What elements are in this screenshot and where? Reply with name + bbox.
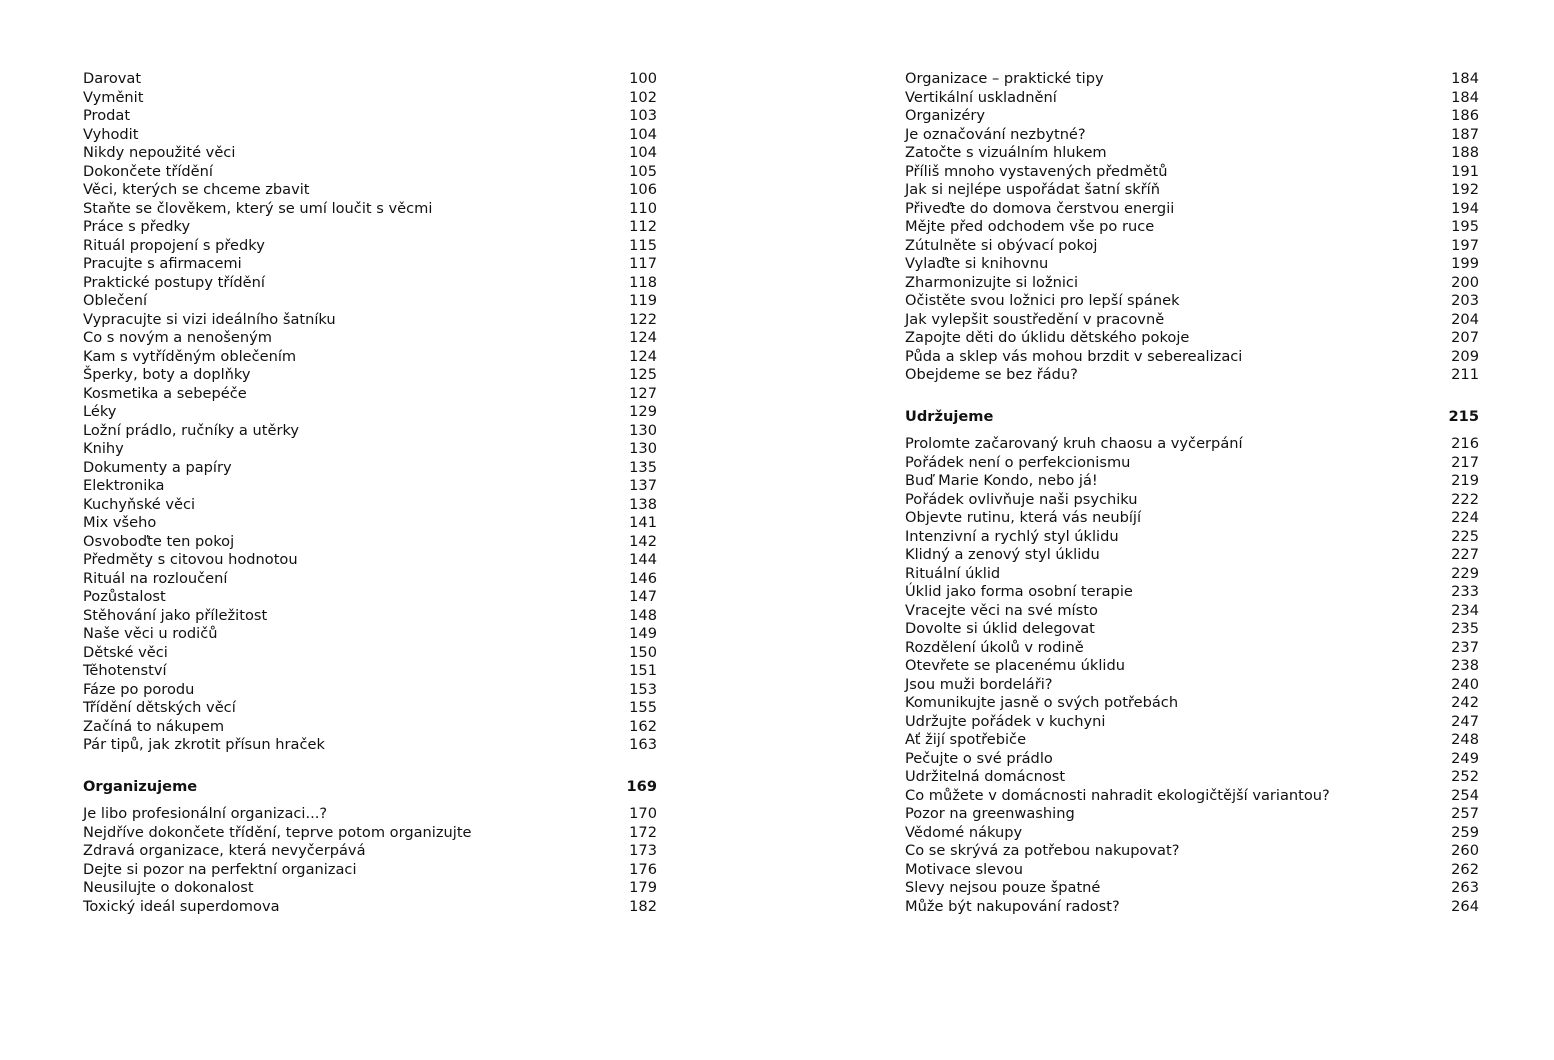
- page-number: 184: [1451, 88, 1479, 106]
- page-number: 209: [1451, 347, 1479, 365]
- toc-entry: [905, 348, 1479, 367]
- entry-title: Rituální úklid: [905, 564, 1001, 582]
- toc-entry: [83, 218, 657, 237]
- page-number: 179: [629, 879, 657, 896]
- page-number: 122: [629, 310, 657, 328]
- entry-title: Úklid jako forma osobní terapie: [905, 583, 1133, 600]
- entry-title: Elektronika: [83, 477, 165, 494]
- entry-title: Pozor na greenwashing: [905, 805, 1075, 822]
- toc-entry: [83, 879, 657, 898]
- entry-title: Co se skrývá za potřebou nakupovat?: [905, 842, 1180, 859]
- entry-title: Motivace slevou: [905, 860, 1023, 878]
- toc-entry: [83, 824, 657, 843]
- toc-entry: [905, 861, 1479, 880]
- toc-entry: [905, 126, 1479, 145]
- page-number: 135: [629, 458, 657, 476]
- toc-entry: [83, 126, 657, 145]
- toc-entry: [905, 713, 1479, 732]
- toc-entry: [83, 440, 657, 459]
- entry-title: Vyhodit: [83, 125, 139, 143]
- toc-entry: [905, 676, 1479, 695]
- entry-title: Dokumenty a papíry: [83, 458, 232, 476]
- page-number: 142: [629, 532, 657, 550]
- toc-entry: [83, 255, 657, 274]
- page-number: 124: [629, 329, 657, 346]
- toc-section-heading: [905, 408, 1479, 427]
- entry-title: Organizéry: [905, 107, 986, 124]
- toc-entry: [83, 570, 657, 589]
- toc-entry: [83, 588, 657, 607]
- toc-entry: [905, 472, 1479, 491]
- toc-entry: [83, 607, 657, 626]
- page-number: 262: [1451, 860, 1479, 878]
- page-number: 204: [1451, 310, 1479, 328]
- page-number: 207: [1451, 329, 1479, 346]
- entry-title: Praktické postupy třídění: [83, 273, 265, 291]
- toc-entry: [905, 842, 1479, 861]
- page-number: 224: [1451, 509, 1479, 526]
- page-number: 146: [629, 569, 657, 587]
- page-number: 115: [629, 236, 657, 254]
- toc-entry: [905, 805, 1479, 824]
- page-number: 162: [629, 717, 657, 735]
- entry-title: Šperky, boty a doplňky: [83, 366, 251, 383]
- toc-entry: [905, 528, 1479, 547]
- entry-title: Udržujte pořádek v kuchyni: [905, 712, 1106, 730]
- page-number: 259: [1451, 823, 1479, 841]
- entry-title: Věci, kterých se chceme zbavit: [83, 181, 310, 198]
- page-number: 144: [629, 551, 657, 568]
- entry-title: Naše věci u rodičů: [83, 625, 218, 642]
- page-number: 237: [1451, 638, 1479, 656]
- entry-title: Klidný a zenový styl úklidu: [905, 546, 1100, 563]
- page-number: 173: [629, 842, 657, 859]
- entry-title: Pečujte o své prádlo: [905, 749, 1053, 767]
- toc-entry: [83, 181, 657, 200]
- page-number: 104: [629, 144, 657, 161]
- entry-title: Organizace – praktické tipy: [905, 70, 1104, 87]
- entry-title: Těhotenství: [83, 662, 167, 679]
- page-number: 138: [629, 495, 657, 513]
- entry-title: Udržitelná domácnost: [905, 768, 1066, 785]
- toc-entry: [83, 681, 657, 700]
- toc-entry: [83, 144, 657, 163]
- page-number: 263: [1451, 879, 1479, 896]
- page-number: 125: [629, 366, 657, 383]
- page-number: 117: [629, 255, 657, 272]
- page-number: 247: [1451, 712, 1479, 730]
- entry-title: Komunikujte jasně o svých potřebách: [905, 694, 1179, 711]
- entry-title: Příliš mnoho vystavených předmětů: [905, 162, 1168, 180]
- page-number: 129: [629, 403, 657, 420]
- page-number: 197: [1451, 236, 1479, 254]
- entry-title: Darovat: [83, 70, 142, 87]
- toc-entry: [905, 824, 1479, 843]
- entry-title: Vědomé nákupy: [905, 823, 1023, 841]
- toc-entry: [905, 768, 1479, 787]
- toc-entry: [83, 422, 657, 441]
- page-number: 151: [629, 662, 657, 679]
- toc-entry: [83, 842, 657, 861]
- entry-title: Je označování nezbytné?: [905, 125, 1086, 143]
- toc-entry: [83, 311, 657, 330]
- toc-entry: [83, 163, 657, 182]
- page-number: 257: [1451, 805, 1479, 822]
- entry-title: Jsou muži bordeláři?: [905, 675, 1053, 693]
- toc-entry: [905, 879, 1479, 898]
- entry-title: Prolomte začarovaný kruh chaosu a vyčerpání: [905, 435, 1243, 452]
- page-number: 170: [629, 805, 657, 822]
- entry-title: Kosmetika a sebepéče: [83, 384, 247, 402]
- entry-title: Jak vylepšit soustředění v pracovně: [905, 310, 1165, 328]
- entry-title: Zútulněte si obývací pokoj: [905, 236, 1098, 254]
- toc-entry: [83, 551, 657, 570]
- toc-entry: [83, 348, 657, 367]
- entry-title: Pár tipů, jak zkrotit přísun hraček: [83, 736, 325, 753]
- page-number: 248: [1451, 731, 1479, 748]
- entry-title: Co s novým a nenošeným: [83, 329, 272, 346]
- toc-entry: [905, 255, 1479, 274]
- page-number: 110: [629, 199, 657, 217]
- page-number: 235: [1451, 620, 1479, 637]
- page-number: 100: [629, 70, 657, 87]
- toc-entry: [83, 805, 657, 824]
- page-number: 119: [629, 292, 657, 309]
- toc-entry: [905, 181, 1479, 200]
- toc-entry: [83, 237, 657, 256]
- page-number: 105: [629, 162, 657, 180]
- page-number: 153: [629, 680, 657, 698]
- page-number: 182: [629, 897, 657, 915]
- page-number: 130: [629, 421, 657, 439]
- page-number: 163: [629, 736, 657, 753]
- toc-entry: [905, 163, 1479, 182]
- entry-title: Je libo profesionální organizaci...?: [83, 805, 328, 822]
- page-number: 176: [629, 860, 657, 878]
- toc-entry: [905, 694, 1479, 713]
- toc-entry: [905, 898, 1479, 917]
- page-number: 155: [629, 699, 657, 716]
- page-number: 130: [629, 440, 657, 457]
- entry-title: Rozdělení úkolů v rodině: [905, 638, 1084, 656]
- toc-entry: [83, 898, 657, 917]
- toc-entry: [905, 89, 1479, 108]
- toc-entry: [905, 200, 1479, 219]
- toc-entry: [83, 736, 657, 755]
- page-number: 199: [1451, 255, 1479, 272]
- entry-title: Knihy: [83, 440, 124, 457]
- entry-title: Stěhování jako příležitost: [83, 606, 268, 624]
- entry-title: Toxický ideál superdomova: [83, 897, 280, 915]
- entry-title: Zdravá organizace, která nevyčerpává: [83, 842, 366, 859]
- entry-title: Kam s vytříděným oblečením: [83, 347, 297, 365]
- entry-title: Obejdeme se bez řádu?: [905, 366, 1078, 383]
- entry-title: Oblečení: [83, 292, 148, 309]
- page-number: 194: [1451, 199, 1479, 217]
- entry-title: Práce s předky: [83, 218, 191, 235]
- entry-title: Staňte se člověkem, který se umí loučit s věcmi: [83, 199, 433, 217]
- toc-entry: [83, 274, 657, 293]
- toc-entry: [83, 514, 657, 533]
- toc-entry: [83, 477, 657, 496]
- entry-title: Ložní prádlo, ručníky a utěrky: [83, 421, 300, 439]
- page-number: 188: [1451, 144, 1479, 161]
- toc-entry: [905, 602, 1479, 621]
- entry-title: Neusilujte o dokonalost: [83, 879, 254, 896]
- entry-title: Zharmonizujte si ložnici: [905, 273, 1079, 291]
- entry-title: Buď Marie Kondo, nebo já!: [905, 472, 1098, 489]
- toc-entry: [83, 644, 657, 663]
- toc-entry: [83, 329, 657, 348]
- entry-title: Dovolte si úklid delegovat: [905, 620, 1095, 637]
- entry-title: Osvoboďte ten pokoj: [83, 532, 235, 550]
- entry-title: Zatočte s vizuálním hlukem: [905, 144, 1107, 161]
- toc-entry: [83, 496, 657, 515]
- toc-entry: [83, 89, 657, 108]
- entry-title: Vylaďte si knihovnu: [905, 255, 1049, 272]
- page-number: 215: [1448, 407, 1479, 425]
- entry-title: Otevřete se placenému úklidu: [905, 657, 1125, 674]
- entry-title: Zapojte děti do úklidu dětského pokoje: [905, 329, 1190, 346]
- entry-title: Pořádek ovlivňuje naši psychiku: [905, 490, 1138, 508]
- page-number: 240: [1451, 675, 1479, 693]
- entry-title: Jak si nejlépe uspořádat šatní skříň: [905, 181, 1160, 198]
- entry-title: Dejte si pozor na perfektní organizaci: [83, 860, 357, 878]
- page-number: 104: [629, 125, 657, 143]
- toc-section-heading: [83, 778, 657, 797]
- toc-entry: [905, 311, 1479, 330]
- entry-title: Fáze po porodu: [83, 680, 195, 698]
- page-number: 211: [1451, 366, 1479, 383]
- entry-title: Mix všeho: [83, 514, 157, 531]
- toc-entry: [905, 454, 1479, 473]
- entry-title: Intenzivní a rychlý styl úklidu: [905, 527, 1119, 545]
- page-number: 148: [629, 606, 657, 624]
- toc-entry: [905, 491, 1479, 510]
- entry-title: Vypracujte si vizi ideálního šatníku: [83, 310, 336, 328]
- toc-entry: [905, 107, 1479, 126]
- entry-title: Očistěte svou ložnici pro lepší spánek: [905, 292, 1180, 309]
- toc-entry: [905, 274, 1479, 293]
- page-number: 242: [1451, 694, 1479, 711]
- page-number: 141: [629, 514, 657, 531]
- page-number: 249: [1451, 749, 1479, 767]
- toc-entry: [905, 435, 1479, 454]
- page-number: 222: [1451, 490, 1479, 508]
- page-number: 150: [629, 643, 657, 661]
- entry-title: Kuchyňské věci: [83, 495, 196, 513]
- toc-entry: [905, 620, 1479, 639]
- entry-title: Prodat: [83, 107, 131, 124]
- page-number: 103: [629, 107, 657, 124]
- page-number: 264: [1451, 897, 1479, 915]
- page-number: 102: [629, 88, 657, 106]
- entry-title: Léky: [83, 403, 117, 420]
- page-number: 238: [1451, 657, 1479, 674]
- entry-title: Vyměnit: [83, 88, 144, 106]
- toc-entry: [83, 625, 657, 644]
- toc-entry: [905, 237, 1479, 256]
- entry-title: Slevy nejsou pouze špatné: [905, 879, 1101, 896]
- page-number: 118: [629, 273, 657, 291]
- entry-title: Mějte před odchodem vše po ruce: [905, 218, 1155, 235]
- page-number: 147: [629, 588, 657, 605]
- entry-title: Pořádek není o perfekcionismu: [905, 453, 1131, 471]
- entry-title: Třídění dětských věcí: [83, 699, 236, 716]
- toc-entry: [905, 144, 1479, 163]
- page-number: 225: [1451, 527, 1479, 545]
- toc-column-right: [905, 70, 1479, 916]
- page-number: 169: [626, 777, 657, 795]
- toc-entry: [83, 385, 657, 404]
- page-number: 260: [1451, 842, 1479, 859]
- toc-entry: [905, 546, 1479, 565]
- page-number: 127: [629, 384, 657, 402]
- toc-entry: [83, 718, 657, 737]
- toc-entry: [905, 70, 1479, 89]
- page-number: 191: [1451, 162, 1479, 180]
- toc-column-left: [83, 70, 657, 916]
- page-number: 195: [1451, 218, 1479, 235]
- section-title: Organizujeme: [83, 777, 198, 795]
- page-number: 234: [1451, 601, 1479, 619]
- toc-entry: [905, 292, 1479, 311]
- page-number: 252: [1451, 768, 1479, 785]
- entry-title: Začíná to nákupem: [83, 717, 225, 735]
- entry-title: Dokončete třídění: [83, 162, 213, 180]
- page-number: 203: [1451, 292, 1479, 309]
- toc-entry: [905, 218, 1479, 237]
- toc-entry: [905, 565, 1479, 584]
- entry-title: Objevte rutinu, která vás neubíjí: [905, 509, 1142, 526]
- page-number: 192: [1451, 181, 1479, 198]
- entry-title: Předměty s citovou hodnotou: [83, 551, 298, 568]
- page-number: 187: [1451, 125, 1479, 143]
- toc-entry: [905, 366, 1479, 385]
- toc-entry: [83, 107, 657, 126]
- entry-title: Pracujte s afirmacemi: [83, 255, 242, 272]
- entry-title: Rituál na rozloučení: [83, 569, 228, 587]
- page-number: 184: [1451, 70, 1479, 87]
- entry-title: Rituál propojení s předky: [83, 236, 265, 254]
- entry-title: Může být nakupování radost?: [905, 897, 1120, 915]
- page-number: 124: [629, 347, 657, 365]
- toc-entry: [83, 292, 657, 311]
- page-number: 227: [1451, 546, 1479, 563]
- entry-title: Půda a sklep vás mohou brzdit v seberealizaci: [905, 347, 1243, 365]
- page-number: 216: [1451, 435, 1479, 452]
- toc-entry: [905, 509, 1479, 528]
- toc-entry: [83, 533, 657, 552]
- page-number: 229: [1451, 564, 1479, 582]
- toc-entry: [905, 731, 1479, 750]
- toc-entry: [905, 657, 1479, 676]
- entry-title: Vertikální uskladnění: [905, 88, 1057, 106]
- toc-entry: [905, 639, 1479, 658]
- entry-title: Pozůstalost: [83, 588, 166, 605]
- page-number: 106: [629, 181, 657, 198]
- toc-entry: [905, 750, 1479, 769]
- page-number: 186: [1451, 107, 1479, 124]
- entry-title: Nejdříve dokončete třídění, teprve potom organizujte: [83, 823, 472, 841]
- page-number: 149: [629, 625, 657, 642]
- toc-entry: [83, 861, 657, 880]
- page-number: 217: [1451, 453, 1479, 471]
- page-number: 172: [629, 823, 657, 841]
- page-number: 233: [1451, 583, 1479, 600]
- page-number: 254: [1451, 786, 1479, 804]
- entry-title: Nikdy nepoužité věci: [83, 144, 236, 161]
- toc-entry: [83, 699, 657, 718]
- entry-title: Ať žijí spotřebiče: [905, 731, 1027, 748]
- page-number: 112: [629, 218, 657, 235]
- toc-entry: [83, 403, 657, 422]
- section-title: Udržujeme: [905, 407, 994, 425]
- toc-entry: [83, 662, 657, 681]
- toc-entry: [83, 70, 657, 89]
- entry-title: Co můžete v domácnosti nahradit ekologičtější variantou?: [905, 786, 1330, 804]
- page-number: 137: [629, 477, 657, 494]
- toc-entry: [83, 366, 657, 385]
- toc-entry: [905, 787, 1479, 806]
- toc-entry: [83, 200, 657, 219]
- page-number: 200: [1451, 273, 1479, 291]
- toc-entry: [905, 329, 1479, 348]
- page-number: 219: [1451, 472, 1479, 489]
- entry-title: Dětské věci: [83, 643, 168, 661]
- toc-entry: [83, 459, 657, 478]
- toc-entry: [905, 583, 1479, 602]
- entry-title: Vracejte věci na své místo: [905, 601, 1098, 619]
- entry-title: Přiveďte do domova čerstvou energii: [905, 199, 1175, 217]
